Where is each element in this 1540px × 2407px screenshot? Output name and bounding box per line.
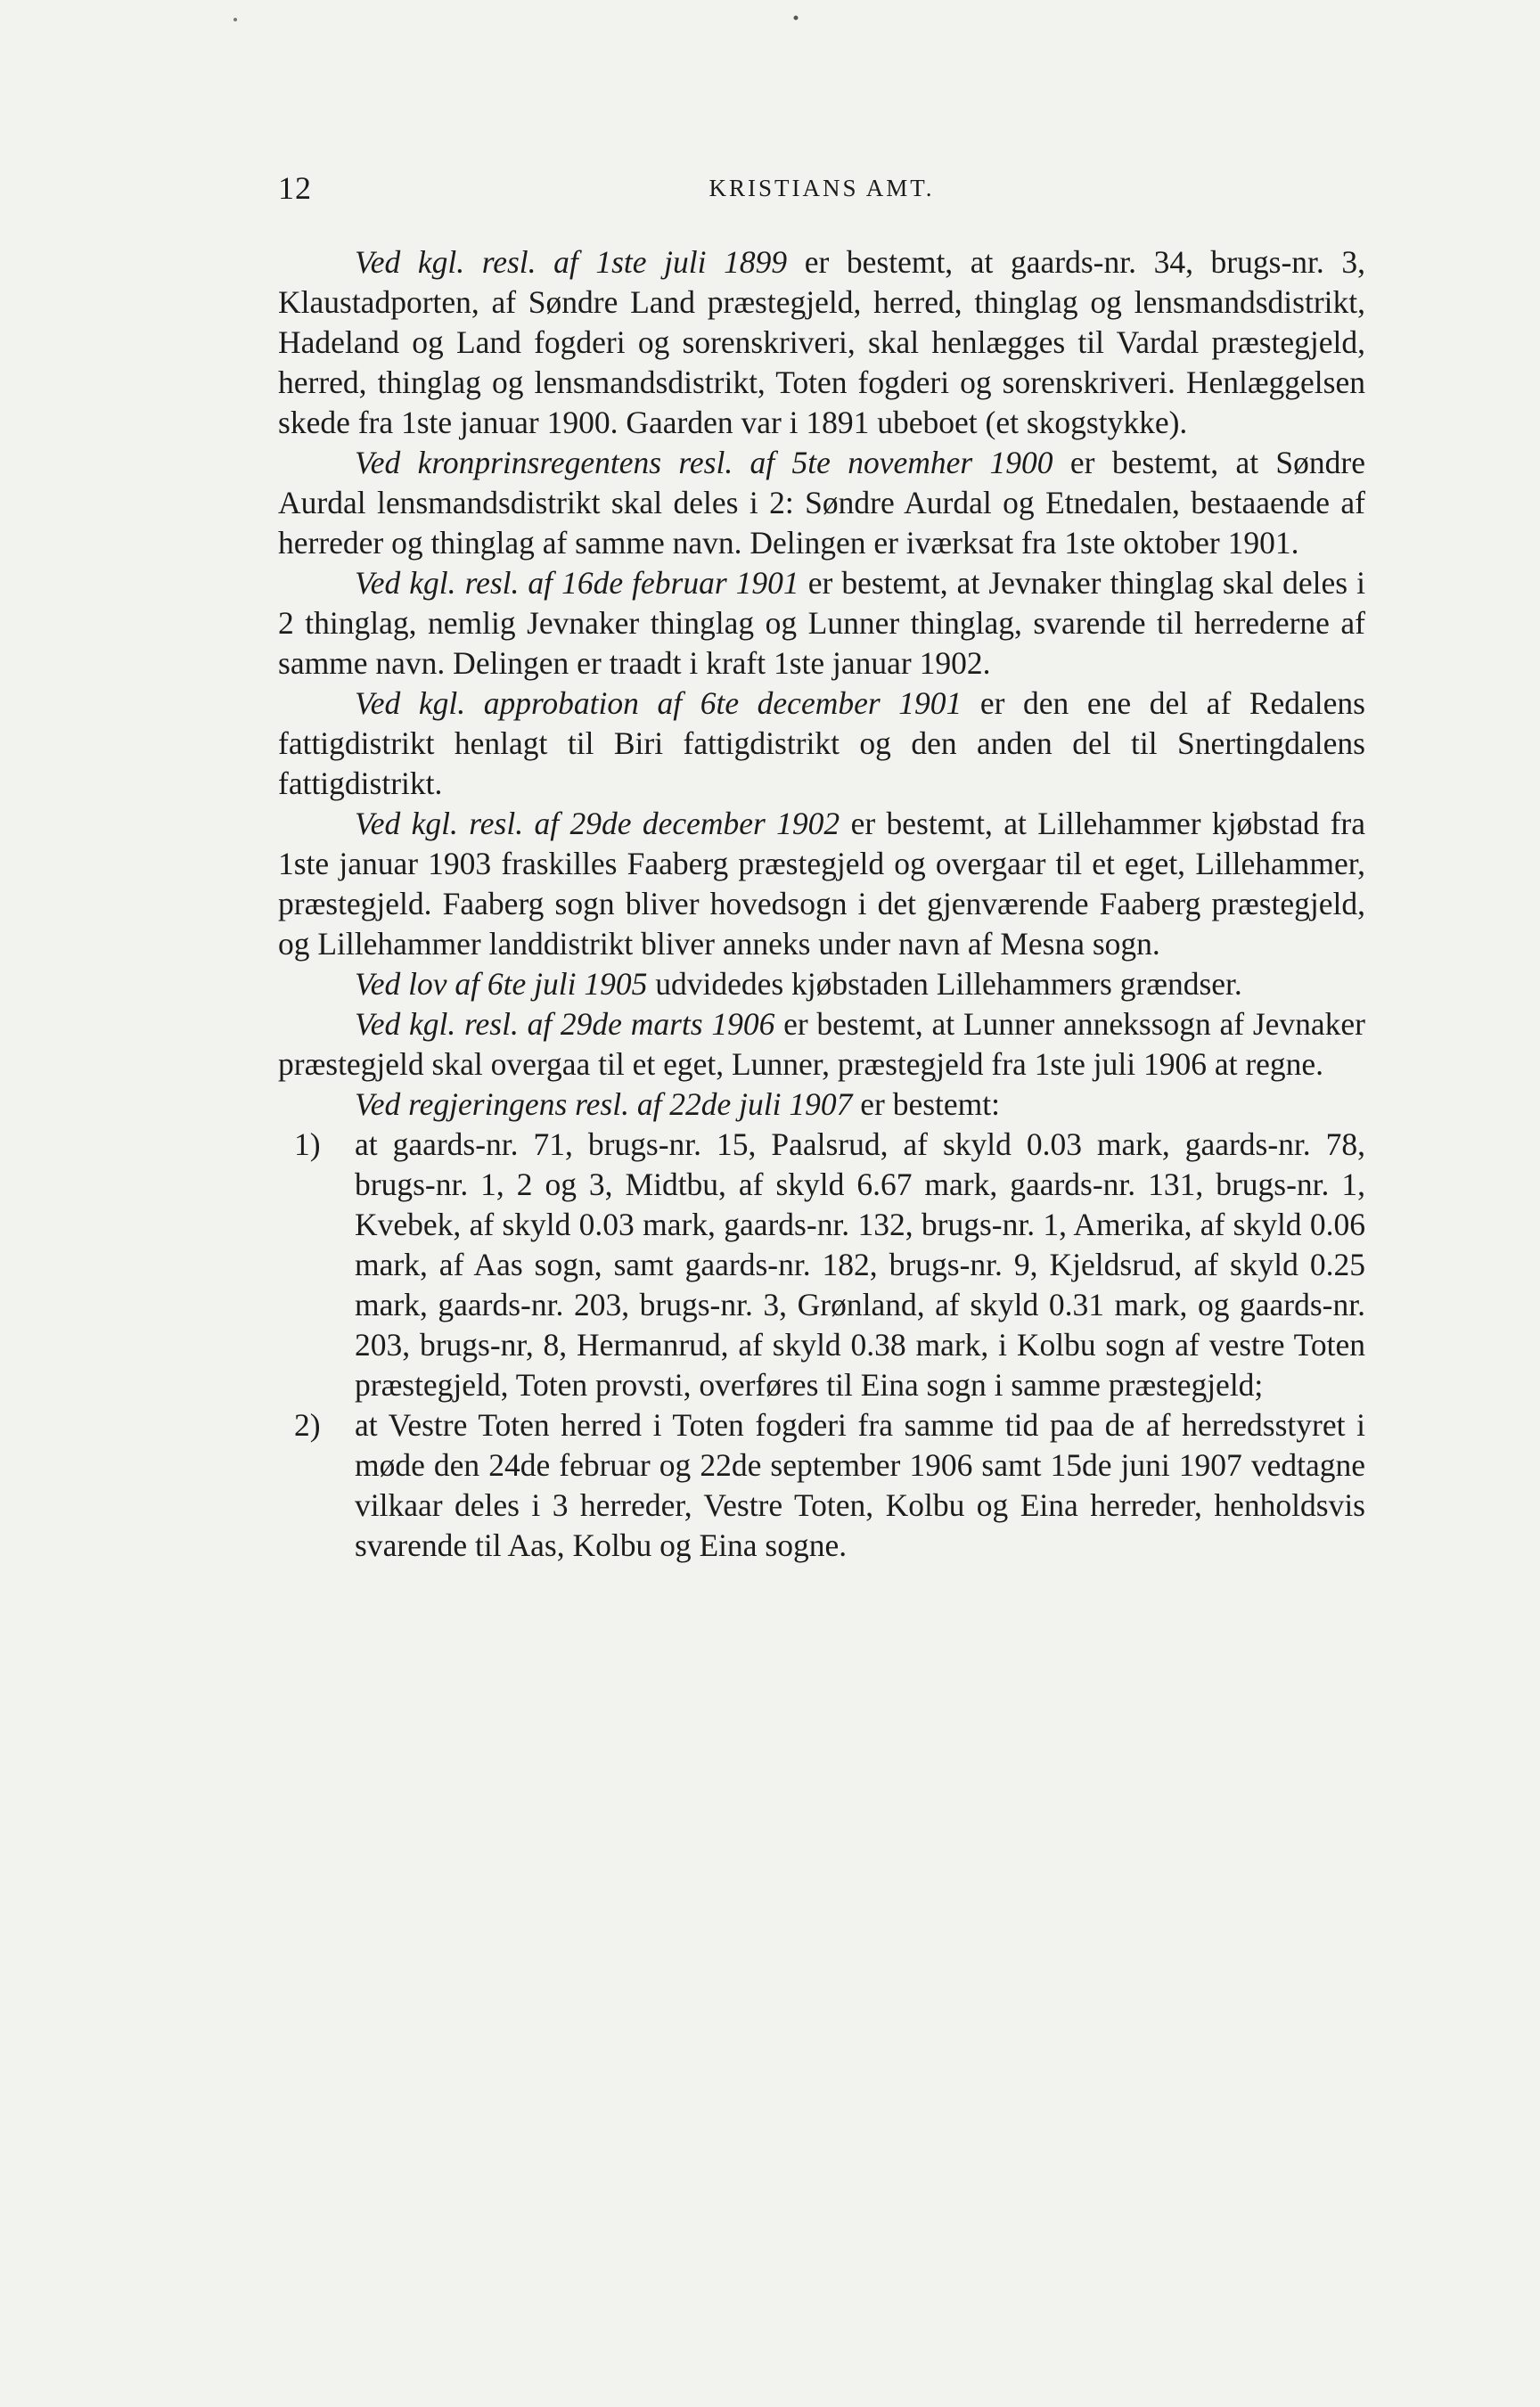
running-title: KRISTIANS AMT. <box>709 175 935 201</box>
list-item-text: at gaards-nr. 71, brugs-nr. 15, Paalsrud, af skyld 0.03 mark, gaards-nr. 78, brugs-nr. 1, 2 og 3, Midtbu, af skyld 6.67 mark, gaards-nr. 131, brugs-nr. 1, Kvebek, af skyld 0.03 mark, gaards-nr. 132, brugs-nr. 1, Amerika, af skyld 0.06 mark, af Aas sogn, samt gaards-nr. 182, brugs-nr. 9, Kjeldsrud, af skyld 0.25 mark, gaards-nr. 203, brugs-nr. 3, Grønland, af skyld 0.31 mark, og gaards-nr. 203, brugs-nr, 8, Hermanrud, af skyld 0.38 mark, i Kolbu sogn af vestre Toten præstegjeld, Toten provsti, overføres til Eina sogn i samme præstegjeld; <box>355 1126 1365 1403</box>
paragraph-lead: Ved kgl. resl. af 29de december 1902 <box>355 806 840 841</box>
list-marker: 2) <box>294 1407 321 1443</box>
scan-speck <box>233 18 237 21</box>
paragraph-text: er bestemt, at Søndre Aurdal lensmandsdistrikt skal deles i 2: Søndre Aurdal og Etnedalen, bestaaende af herreder og thinglag af samme navn. Delingen er iværksat fra 1ste oktober 1901. <box>278 445 1365 561</box>
paragraph-text: udvidedes kjøbstaden Lillehammers grændser. <box>647 966 1242 1002</box>
paragraph-lead: Ved lov af 6te juli 1905 <box>355 966 648 1002</box>
page-number: 12 <box>278 170 312 206</box>
paragraph-lead: Ved kgl. approbation af 6te december 1901 <box>355 685 962 721</box>
list-marker: 1) <box>294 1126 321 1162</box>
paragraph-lead: Ved regjeringens resl. af 22de juli 1907 <box>355 1086 853 1122</box>
paragraph-text: er bestemt: <box>852 1086 1001 1122</box>
paragraph-lead: Ved kronprinsregentens resl. af 5te novemher 1900 <box>355 445 1053 480</box>
paragraph-lead: Ved kgl. resl. af 16de februar 1901 <box>355 565 799 601</box>
paragraph-text: er bestemt, at gaards-nr. 34, brugs-nr. 3, Klaustadporten, af Søndre Land præstegjeld, herred, thinglag og lensmandsdistrikt, Hadeland og Land fogderi og sorenskriveri, skal henlægges til Vardal præstegjeld, herred, thinglag og lensmandsdistrikt, Toten fogderi og sorenskriveri. Henlæggelsen skede fra 1ste januar 1900. Gaarden var i 1891 ubeboet (et skogstykke). <box>278 244 1365 440</box>
paragraph-text: er bestemt, at Lillehammer kjøbstad fra 1ste januar 1903 fraskilles Faaberg præstegjeld og overgaar til et eget, Lillehammer, præstegjeld. Faaberg sogn bliver hovedsogn i det gjenværende Faaberg præstegjeld, og Lillehammer landdistrikt bliver anneks under navn af Mesna sogn. <box>278 806 1365 962</box>
paragraph-lead: Ved kgl. resl. af 29de marts 1906 <box>355 1006 775 1042</box>
list-item-text: at Vestre Toten herred i Toten fogderi fra samme tid paa de af herredsstyret i møde den 24de februar og 22de september 1906 samt 15de juni 1907 vedtagne vilkaar deles i 3 herreder, Vestre Toten, Kolbu og Eina herreder, henholdsvis svarende til Aas, Kolbu og Eina sogne. <box>355 1407 1365 1563</box>
paragraph-text: er bestemt, at Jevnaker thinglag skal deles i 2 thinglag, nemlig Jevnaker thinglag og Lunner thinglag, svarende til herrederne af samme navn. Delingen er traadt i kraft 1ste januar 1902. <box>278 565 1366 681</box>
paragraph-lead: Ved kgl. resl. af 1ste juli 1899 <box>355 244 788 280</box>
paragraph-text: er den ene del af Redalens fattigdistrikt henlagt til Biri fattigdistrikt og den anden del til Snertingdalens fattigdistrikt. <box>278 685 1365 801</box>
paragraph-text: er bestemt, at Lunner annekssogn af Jevnaker præstegjeld skal overgaa til et eget, Lunner, præstegjeld fra 1ste juli 1906 at regne. <box>278 1006 1366 1082</box>
scan-speck <box>794 16 799 20</box>
